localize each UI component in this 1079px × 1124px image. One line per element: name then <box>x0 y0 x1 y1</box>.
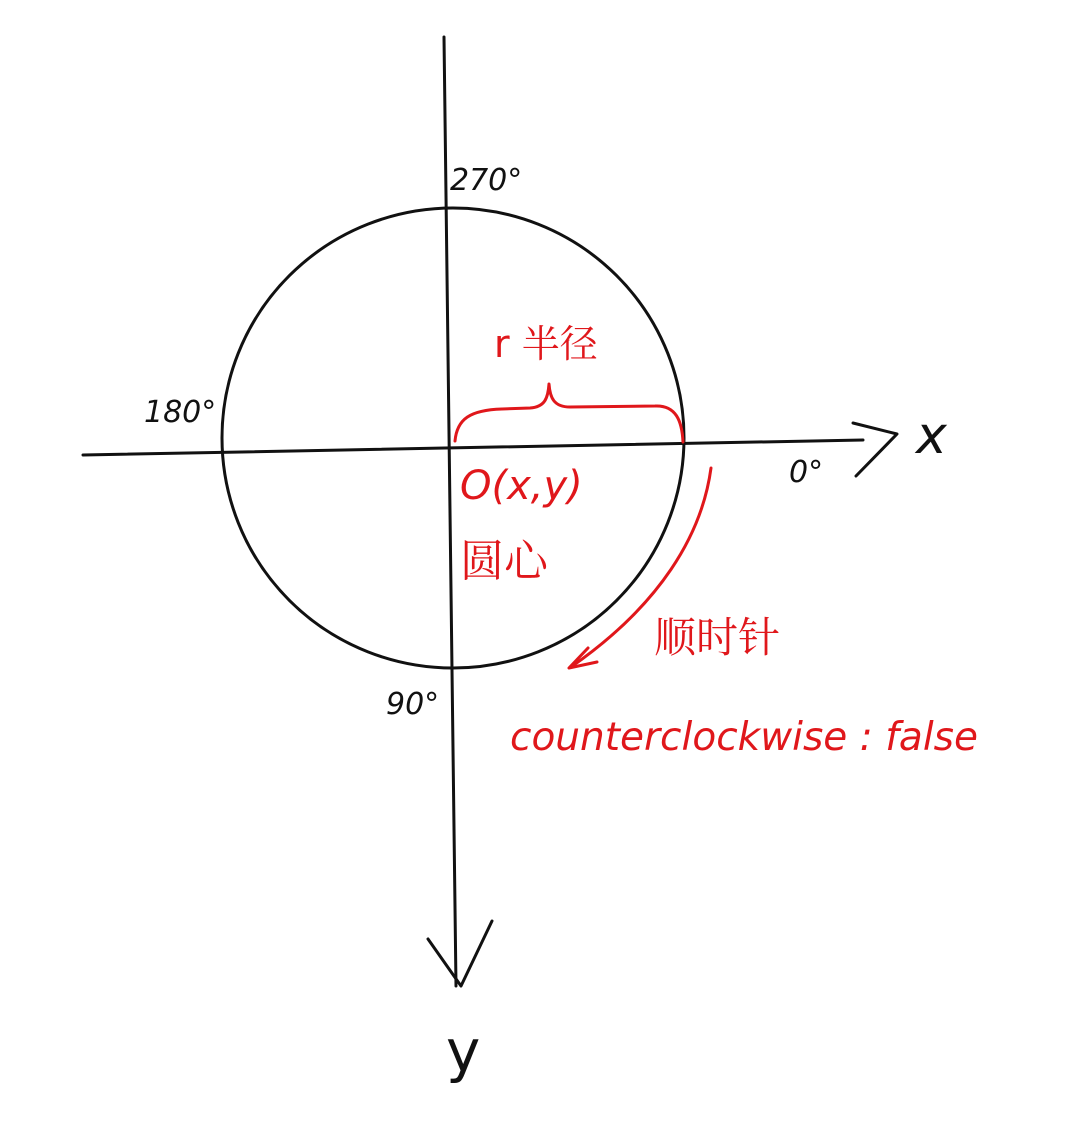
angle-270-label: 270° <box>450 163 523 198</box>
y-axis-arrowhead <box>428 921 492 986</box>
radius-label: r 半径 <box>494 322 598 366</box>
x-axis-line <box>83 440 863 455</box>
angle-180-label: 180° <box>144 395 217 430</box>
counterclockwise-false-label: counterclockwise : false <box>510 715 978 760</box>
radius-brace <box>455 384 683 442</box>
x-axis-arrowhead <box>853 423 897 476</box>
center-label: 圆心 <box>460 536 548 587</box>
angle-0-label: 0° <box>789 455 824 490</box>
angle-90-label: 90° <box>386 687 440 722</box>
y-axis-label: y <box>446 1017 481 1085</box>
center-coordinates-label: O(x,y) <box>460 463 583 509</box>
circle <box>222 208 684 668</box>
x-axis-label: x <box>916 406 947 466</box>
clockwise-label: 顺时针 <box>654 613 781 662</box>
